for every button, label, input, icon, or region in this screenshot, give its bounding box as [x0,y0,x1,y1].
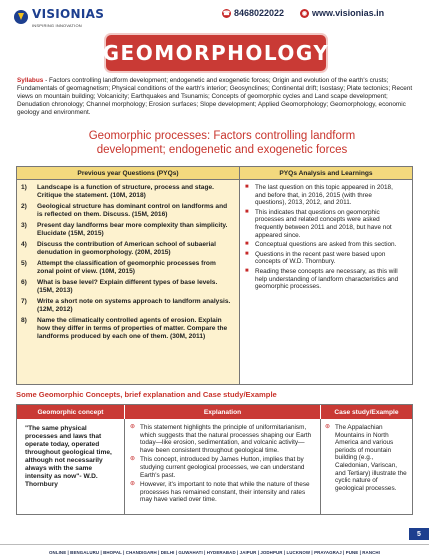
analysis-point [245,241,404,249]
phone-icon: ☎ [222,10,231,17]
pyq-analysis-column [240,180,412,384]
square-bullet-icon: ■ [245,184,249,190]
syllabus-paragraph [17,77,414,117]
circled-bullet-icon: ⊛ [325,424,331,430]
circled-bullet-icon: ⊛ [130,456,136,463]
explanation-text: This statement highlights the principle of uniformitarianism, which suggests that the natural processes shaping our Earth today—like erosion, sedimentation, and volcanic activity—have been consistent throughout geological time. [140,424,312,454]
phone-contact[interactable] [222,8,284,18]
concepts-heading: Some Geomorphic Concepts, brief explanation and Case study/Example [16,390,277,399]
explanation-column [125,419,321,515]
website-url: www.visionias.in [312,8,385,18]
question-number: 1) [21,184,27,191]
concepts-table [16,404,413,515]
logo-emblem-icon [14,10,28,24]
question-number: 6) [21,279,27,286]
explanation-point [130,481,314,504]
pyq-table-header [17,167,412,180]
question-number: 8) [21,317,27,324]
question-item [21,222,232,238]
page-title: GEOMORPHOLOGY [102,41,330,65]
page-title-banner [102,35,330,71]
question-number: 4) [21,241,27,248]
syllabus-text: - Factors controlling landform development; endogenetic and exogenetic forces; Origin and evolution of the earth's crusts; Fundamentals of geomagnetism; Physical conditions of the earth's interior; Geosynclines; Continental drift; Isostasy; Plate tectonics; Recent views on mountain building; Volcanicity; Earthquakes and Tsunamis; Concepts of geomorphic cycles and Land scape development; Denudation chronology; Channel morphology; Erosion surfaces; Slope development; Applied Geomorphology; Geomorphology, economic geology and environment. [17,77,413,116]
analysis-text: This indicates that questions on geomorphic processes and related concepts were asked frequently between 2011 and 2018, but have not appeared since. [255,208,392,239]
pyq-table [16,166,413,385]
analysis-point [245,268,404,291]
square-bullet-icon: ■ [245,241,249,248]
section-heading: Geomorphic processes: Factors controlling landform development; endogenetic and exogenetic forces [88,130,356,156]
example-point [325,424,407,492]
question-text: What is base level? Explain different types of base levels. (15M, 2013) [37,279,218,294]
question-text: Landscape is a function of structure, process and stage. Critique the statement. (10M, 2018) [37,184,214,199]
square-bullet-icon: ■ [245,208,249,215]
question-item [21,317,232,341]
globe-icon: ◉ [301,10,308,17]
question-item [21,241,232,257]
pyq-header-analysis: PYQs Analysis and Learnings [279,169,373,177]
question-item [21,203,232,219]
pyq-header-questions: Previous year Questions (PYQs) [17,167,240,179]
syllabus-label: Syllabus [17,77,44,84]
explanation-text: This concept, introduced by James Hutton, implies that by studying current geological processes, we can understand Earth's past. [140,456,305,479]
footer-text: ONLINE | BENGALURU | BHOPAL | CHANDIGARH | DELHI | GUWAHATI | HYDERABAD | JAIPUR | JODHPUR | LUCKNOW | PRAYAGRAJ | PUNE | RANCHI [49,549,380,555]
question-number: 5) [21,260,27,267]
question-item [21,279,232,295]
explanation-point [130,456,314,479]
analysis-point [245,251,404,266]
analysis-point [245,209,404,239]
question-text: Name the climatically controlled agents of erosion. Explain how they differ in terms of properties of matter. Compare the landforms produced by each one of them. (30M, 2011) [37,317,228,340]
analysis-text: Questions in the recent past were based upon concepts of W.D. Thornbury. [255,250,386,266]
question-number: 7) [21,298,27,305]
concepts-table-header [17,405,412,419]
question-text: Geological structure has dominant control on landforms and is reflected on them. Discuss. (15M, 2016) [37,203,228,218]
phone-number: 8468022022 [234,8,285,18]
question-text: Write a short note on systems approach to landform analysis. (12M, 2012) [37,298,231,313]
circled-bullet-icon: ⊛ [130,481,136,488]
analysis-point [245,184,404,207]
header-bar [0,0,429,28]
question-item [21,260,232,276]
pyq-questions-column [17,180,240,384]
question-item [21,298,232,314]
circled-bullet-icon: ⊛ [130,424,136,430]
square-bullet-icon: ■ [245,267,249,274]
header-explanation: Explanation [125,405,321,419]
page-number: 5 [409,528,429,540]
visionias-logo[interactable] [14,5,104,28]
question-text: Discuss the contribution of American school of subaerial denudation in geomorphology. (20M, 2015) [37,241,216,256]
square-bullet-icon: ■ [245,250,249,257]
question-text: Attempt the classification of geomorphic processes from zonal point of view. (10M, 2015) [37,260,216,275]
header-concept: Geomorphic concept [17,405,125,419]
website-link[interactable] [300,8,384,18]
example-text: The Appalachian Mountains in North America and various periods of mountain building (e.g., Caledonian, Variscan, and Tertiary) illustrate the cyclic nature of geological processes. [335,424,407,492]
question-text: Present day landforms bear more complexity than simplicity. Elucidate (15M, 2015) [37,222,228,237]
question-number: 2) [21,203,27,210]
footer-locations [0,544,429,559]
analysis-text: Reading these concepts are necessary, as this will help understanding of landform characteristics and geomorphic processes. [255,267,399,291]
explanation-point [130,424,314,454]
example-column [321,419,412,515]
analysis-text: The last question on this topic appeared in 2018, and before that, in 2016, 2015 (with three questions), 2013, 2012, and 2011. [255,184,393,207]
explanation-text: However, it's important to note that while the nature of these processes has remained constant, their intensity and rates may have varied over time. [140,481,310,504]
analysis-text: Conceptual questions are asked from this section. [255,241,397,249]
brand-tagline: INSPIRING INNOVATION [32,23,82,28]
question-number: 3) [21,222,27,229]
question-item [21,184,232,200]
brand-name: VISIONIAS [32,7,105,21]
header-example: Case study/Example [334,408,399,416]
concept-quote: "The same physical processes and laws that operate today, operated throughout geological time, although not necessarily always with the same intensity as now"- W.D. Thornbury [17,419,125,515]
